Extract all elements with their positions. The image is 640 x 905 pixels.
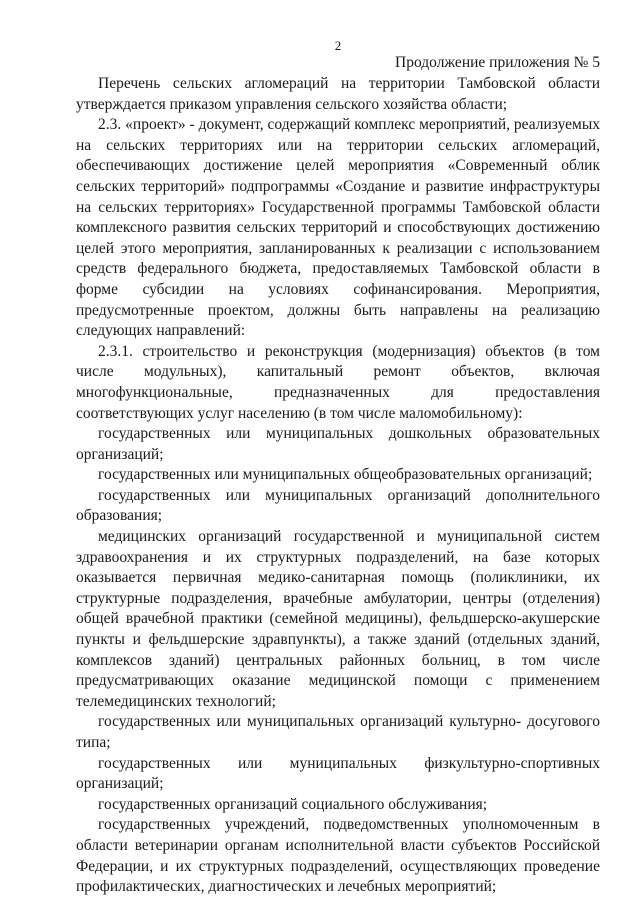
document-page — [76, 38, 600, 898]
paragraph-agglomeration-list: Перечень сельских агломераций на территории Тамбовской области утверждается приказом управления сельского хозяйства области; — [76, 75, 600, 113]
document-body — [76, 74, 600, 898]
list-item-additional-education: государственных или муниципальных организаций дополнительного образования; — [76, 486, 600, 525]
list-item-veterinary: государственных учреждений, подведомственных уполномоченным в области ветеринарии органам исполнительной власти субъектов Российской Федерации, и их структурных подразделений, осуществляющих проведение профилактических, диагностических и лечебных мероприятий; — [76, 816, 600, 896]
paragraph-2-3-project: 2.3. «проект» - документ, содержащий комплекс мероприятий, реализуемых на сельских территориях или на территории сельских агломераций, обеспечивающих достижение целей мероприятия «Современный облик сельских территорий» подпрограммы «Создание и развитие инфраструктуры на сельских территориях» Государственной программы Тамбовской области комплексного развития сельских территорий и способствующих достижению целей этого мероприятия, запланированных к реализации с использованием средств федерального бюджета, предоставляемых Тамбовской области в форме субсидии на условиях софинансирования. Мероприятия, предусмотренные проектом, должны быть направлены на реализацию следующих направлений: — [76, 116, 600, 340]
list-item-general-education: государственных или муниципальных общеобразовательных организаций; — [98, 466, 593, 484]
list-item-preschool: государственных или муниципальных дошкольных образовательных организаций; — [76, 425, 600, 463]
paragraph-2-3-1-construction: 2.3.1. строительство и реконструкция (модернизация) объектов (в том числе модульных), капитальный ремонт объектов, включая многофункциональные, предназначенных для предоставления соответствующих услуг населению (в том числе маломобильному): — [76, 342, 600, 422]
list-item-culture: государственных или муниципальных организаций культурно- досугового типа; — [76, 713, 600, 751]
list-item-sport: государственных или муниципальных физкультурно-спортивных организаций; — [76, 754, 600, 793]
list-item-social-service: государственных организаций социального обслуживания; — [98, 795, 488, 813]
appendix-note: Продолжение приложения № 5 — [395, 54, 600, 71]
page-number: 2 — [334, 38, 342, 53]
list-item-medical: медицинских организаций государственной и муниципальной систем здравоохранения и их структурных подразделений, на базе которых оказывается первичная медико-санитарная помощь (поликлиники, их структурные подразделения, врачебные амбулатории, центры (отделения) общей врачебной практики (семейной медицины), фельдшерско-акушерские пункты и фельдшерские здравпункты), а также зданий (отдельных зданий, комплексов зданий) центральных районных больниц, в том числе предусматривающих оказание медицинской помощи с применением телемедицинских технологий; — [76, 528, 600, 710]
